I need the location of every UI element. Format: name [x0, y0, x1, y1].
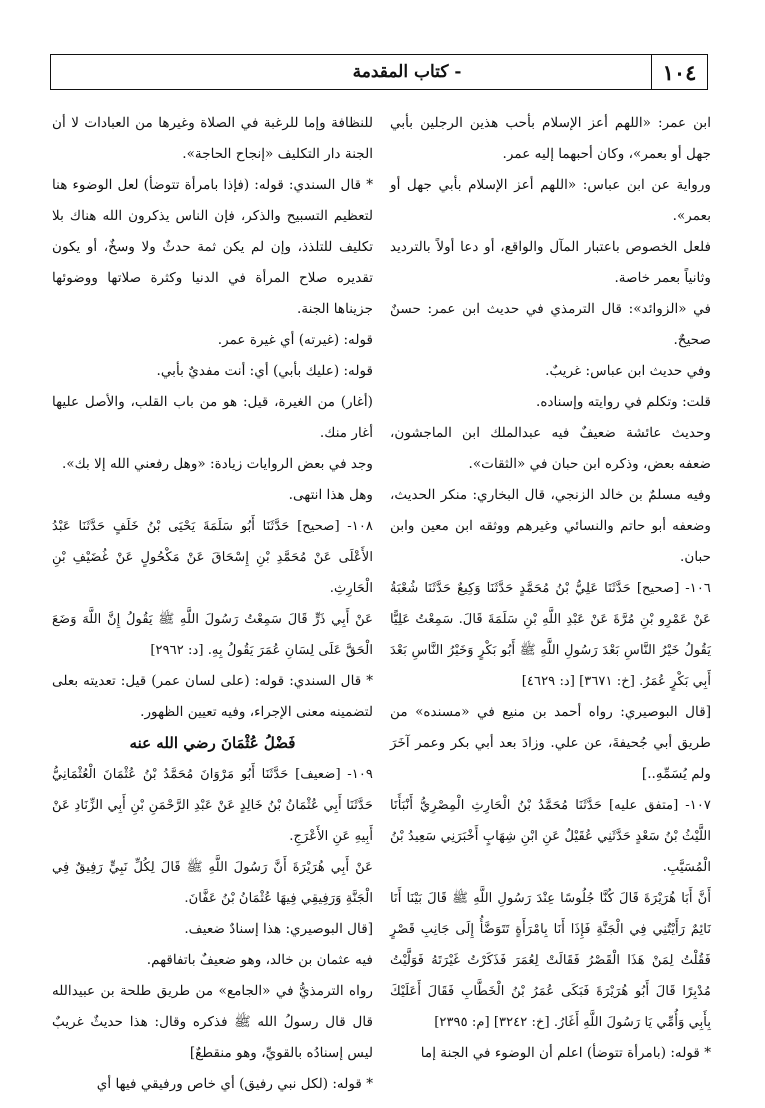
commentary: * قوله: (لكل نبي رفيق) أي خاص ورفيقي فيها أي	[96, 1076, 373, 1092]
paragraph: (أغار) من الغيرة، قيل: هو من باب القلب، والأصل عليها أغار منك.	[52, 394, 373, 441]
left-column	[52, 108, 373, 1100]
hadith-106: ١٠٦- [صحيح] حَدَّثَنَا عَلِيُّ بْنُ مُحَمَّدٍ حَدَّثَنَا وَكِيعٌ حَدَّثَنَا شُعْبَةُ عَنْ عَمْرِو بْنِ مُرَّةَ عَنْ عَبْدِ اللَّهِ بْنِ سَلَمَةَ قَالَ. سَمِعْتُ عَلِيًّا يَقُولُ خَيْرُ النَّاسِ بَعْدَ رَسُولِ اللَّهِ ﷺ أَبُو بَكْرٍ وَخَيْرُ النَّاسِ بَعْدَ أَبِي بَكْرٍ عُمَرُ. [خ: ٣٦٧١] [د: ٤٦٢٩]	[390, 581, 711, 689]
commentary: * قال السندي: قوله: (على لسان عمر) قيل: تعديته بعلى لتضمينه معنى الإجراء، وفيه تعيين الظهور.	[52, 673, 373, 720]
hadith-107-isnad: ١٠٧- [متفق عليه] حَدَّثَنَا مُحَمَّدُ بْنُ الْحَارِثِ الْمِصْرِيُّ أَنْبَأَنَا اللَّيْثُ بْنُ سَعْدٍ حَدَّثَنِي عُقَيْلٌ عَنِ ابْنِ شِهَابٍ أَخْبَرَنِي سَعِيدُ بْنُ الْمُسَيَّبِ.	[390, 798, 711, 875]
commentary: * قال السندي: قوله: (فإذا بامرأة تتوضأ) لعل الوضوء هنا لتعظيم التسبيح والذكر، فإن الناس يذكرون الله هناك بلا تكليف للتلذذ، وإن لم يكن ثمة حدثٌ ولا وسخٌ، أو يكون تقديره صلاح المرأة في الدنيا وكثرة صلاتها ووضوئها جزيناها الجنة.	[52, 177, 373, 317]
paragraph: ابن عمر: «اللهم أعز الإسلام بأحب هذين الرجلين بأبي جهل أو بعمر»، وكان أحبهما إليه عمر.	[390, 115, 711, 162]
right-column	[390, 108, 711, 1069]
hadith-107-matn: أَنَّ أَبَا هُرَيْرَةَ قَالَ كُنَّا جُلُوسًا عِنْدَ رَسُولِ اللَّهِ ﷺ قَالَ بَيْنَا أَنَا نَائِمٌ رَأَيْتُنِي فِي الْجَنَّةِ فَإِذَا أَنَا بِامْرَأَةٍ تَتَوَضَّأُ إِلَى جَانِبِ قَصْرٍ فَقُلْتُ لِمَنْ هَذَا الْقَصْرُ فَقَالَتْ لِعُمَرَ فَذَكَرْتُ غَيْرَتَهُ فَوَلَّيْتُ مُدْبِرًا قَالَ أَبُو هُرَيْرَةَ فَبَكَى عُمَرُ بْنُ الْخَطَّابِ فَقَالَ أَعَلَيْكَ بِأَبِي وَأُمِّي يَا رَسُولَ اللَّهِ أَغَارُ. [خ: ٣٢٤٢] [م: ٢٣٩٥]	[390, 891, 711, 1030]
hadith-109-matn: عَنْ أَبِي هُرَيْرَةَ أَنَّ رَسُولَ اللَّهِ ﷺ قَالَ لِكُلِّ نَبِيٍّ رَفِيقٌ فِي الْجَنَّةِ وَرَفِيقِي فِيهَا عُثْمَانُ بْنُ عَفَّانَ.	[52, 860, 373, 906]
paragraph: وفي حديث ابن عباس: غريبٌ.	[545, 363, 711, 379]
hadith-108-isnad: ١٠٨- [صحيح] حَدَّثَنَا أَبُو سَلَمَةَ يَحْيَى بْنُ خَلَفٍ حَدَّثَنَا عَبْدُ الأَعْلَى عَنْ مُحَمَّدِ بْنِ إِسْحَاقَ عَنْ مَكْحُولٍ عَنْ غُضَيْفِ بْنِ الْحَارِثِ.	[52, 519, 373, 596]
paragraph: وفيه مسلمٌ بن خالد الزنجي، قال البخاري: منكر الحديث، وضعفه أبو حاتم والنسائي وغيرهم ووثقه ابن معين وابن حبان.	[390, 487, 711, 565]
paragraph: قوله: (غيرته) أي غيرة عمر.	[217, 332, 373, 348]
commentary: * قوله: (بامرأة تتوضأ) اعلم أن الوضوء في الجنة إما	[420, 1045, 711, 1061]
footnote: رواه الترمذيُّ في «الجامع» من طريق طلحة بن عبيدالله قال قال رسولُ الله ﷺ فذكره وقال: هذا حديثٌ غريبٌ ليس إسنادُه بالقويِّ، وهو منقطعٌ]	[52, 983, 373, 1061]
paragraph: وحديث عائشة ضعيفٌ فيه عبدالملك ابن الماجشون، ضعفه بعض، وذكره ابن حبان في «الثقات».	[390, 425, 711, 472]
section-heading: فَضْلُ عُثْمَانَ رضي الله عنه	[129, 734, 296, 752]
footnote: [قال البوصيري: رواه أحمد بن منيع في «مسنده» من طريق أبي جُحيفةَ، عن علي. وزادَ بعد أبي بكر وعمر آخَرَ ولم يُسَمِّهِ..]	[390, 704, 711, 782]
footnote: [قال البوصيري: هذا إسنادٌ ضعيف.	[184, 921, 373, 937]
paragraph: قلت: وتكلم في روايته وإسناده.	[536, 394, 711, 410]
paragraph: وهل هذا انتهى.	[288, 487, 373, 503]
paragraph: قوله: (عليك بأبي) أي: أنت مفديٌ بأبي.	[156, 363, 373, 379]
paragraph: فلعل الخصوص باعتبار المآل والواقع، أو دعا أولاً بالترديد وثانياً بعمر خاصة.	[390, 239, 711, 286]
paragraph: للنظافة وإما للرغبة في الصلاة وغيرها من العبادات لا أن الجنة دار التكليف «إنجاح الحاجة».	[52, 115, 373, 162]
paragraph: في «الزوائد»: قال الترمذي في حديث ابن عمر: حسنٌ صحيحٌ.	[390, 301, 711, 348]
hadith-109-isnad: ١٠٩- [ضعيف] حَدَّثَنَا أَبُو مَرْوَانَ مُحَمَّدُ بْنُ عُثْمَانَ الْعُثْمَانِيُّ حَدَّثَنَا أَبِي عُثْمَانُ بْنُ خَالِدٍ عَنْ عَبْدِ الرَّحْمَنِ بْنِ أَبِي الزِّنَادِ عَنْ أَبِيهِ عَنِ الأَعْرَجِ.	[52, 767, 373, 844]
page-number: ١٠٤	[651, 55, 707, 89]
footnote: فيه عثمان بن خالد، وهو ضعيفٌ باتفاقهم.	[146, 952, 373, 968]
page-header	[50, 54, 708, 90]
hadith-108-matn: عَنْ أَبِي ذَرٍّ قَالَ سَمِعْتُ رَسُولَ اللَّهِ ﷺ يَقُولُ إِنَّ اللَّهَ وَضَعَ الْحَقَّ عَلَى لِسَانِ عُمَرَ يَقُولُ بِهِ. [د: ٢٩٦٢]	[52, 612, 373, 658]
paragraph: ورواية عن ابن عباس: «اللهم أعز الإسلام بأبي جهل أو بعمر».	[390, 177, 711, 224]
chapter-title: - كتاب المقدمة	[352, 62, 462, 82]
paragraph: وجد في بعض الروايات زيادة: «وهل رفعني الله إلا بك».	[61, 456, 373, 472]
